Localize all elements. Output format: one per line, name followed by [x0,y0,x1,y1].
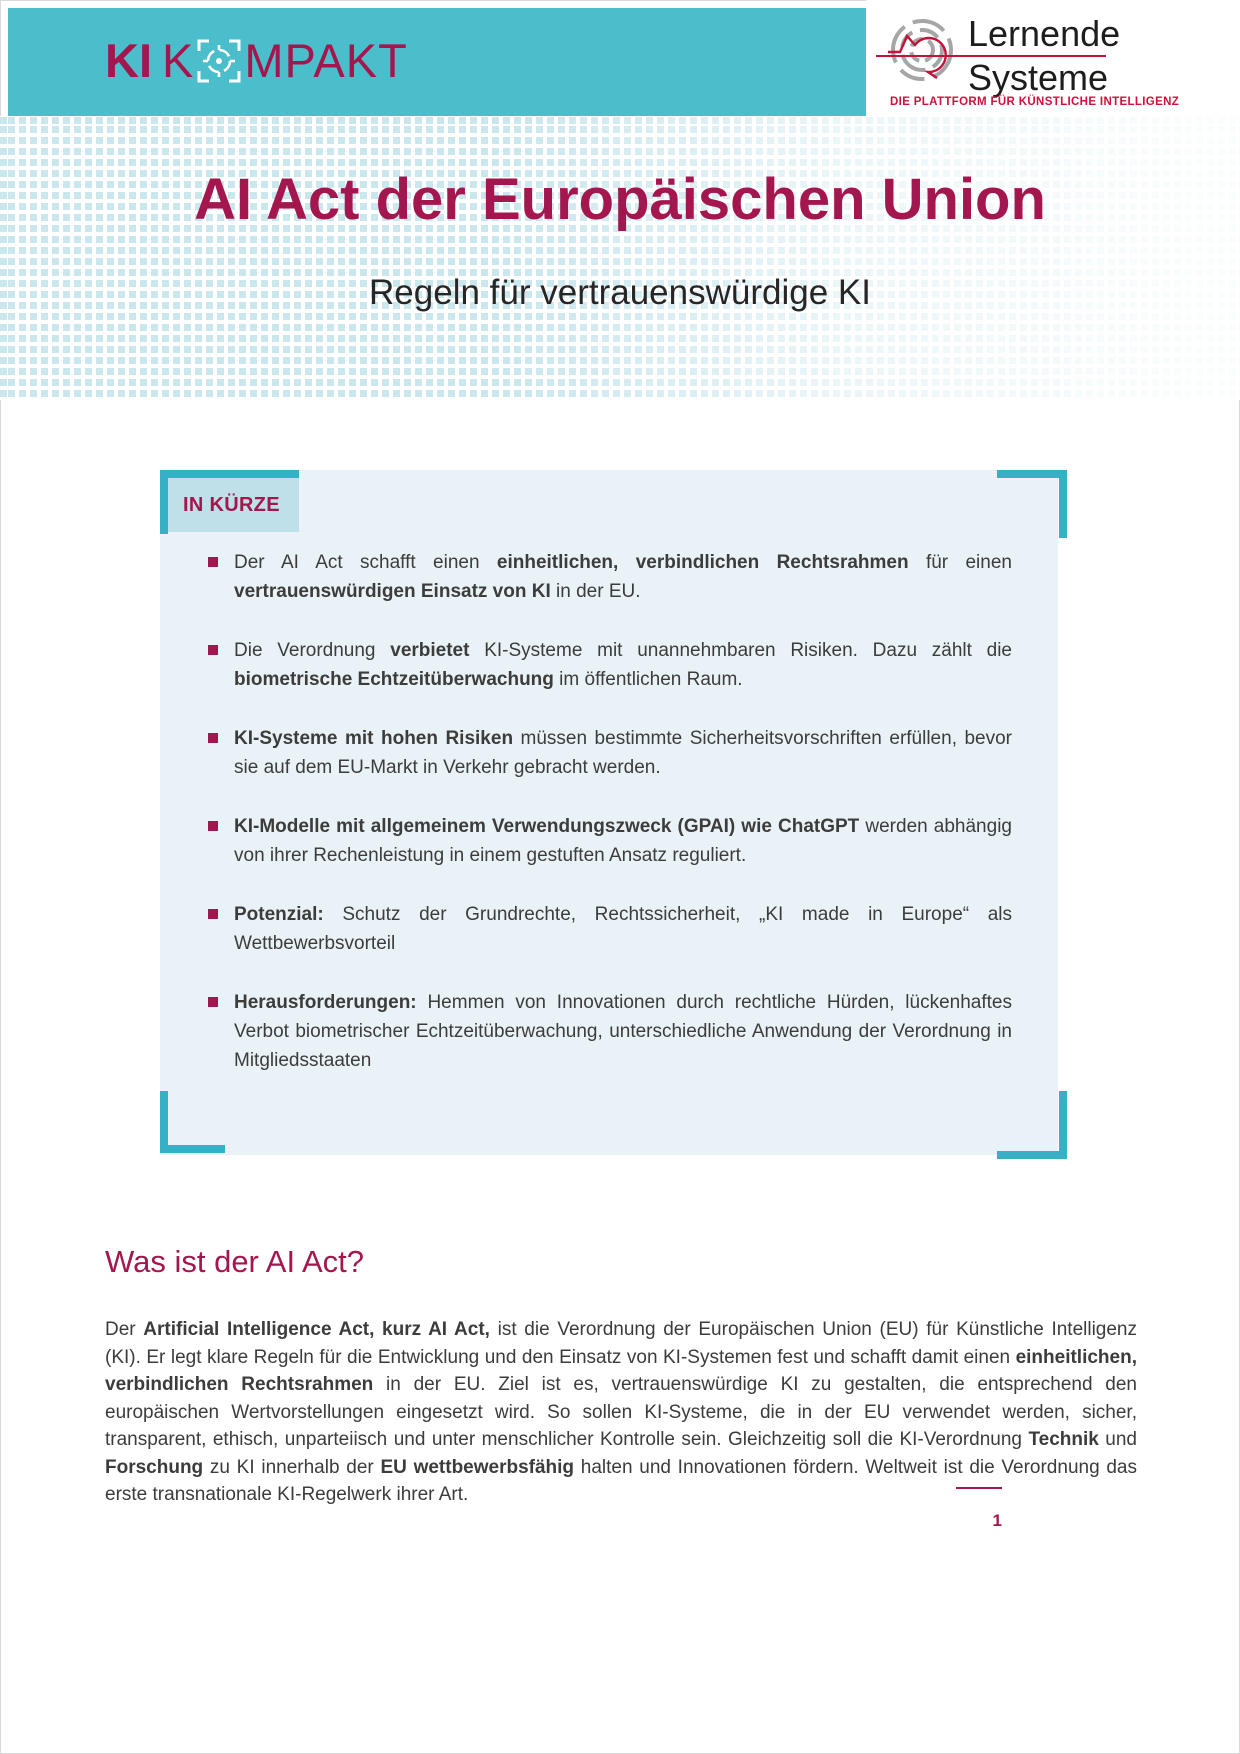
bullet-text: Herausforderungen: Hemmen von Innovationen durch rechtliche Hürden, lückenhaftes Verbot biometrischer Echtzeitüberwachung, unterschiedliche Anwendung der Verordnung in Mitgliedsstaaten [234,992,1012,1071]
brand-ki: KI [105,34,152,87]
bracket-bottom-right [997,1091,1067,1159]
bullet-text: KI-Modelle mit allgemeinem Verwendungszweck (GPAI) wie ChatGPT werden abhängig von ihrer Rechenleistung in einem gestuften Ansatz reguliert. [234,816,1012,866]
list-item [208,900,1012,958]
list-item [208,724,1012,782]
summary-box [160,470,1058,1155]
section-heading: Was ist der AI Act? [105,1244,365,1279]
page-number: 1 [992,1511,1002,1530]
partner-name-line2: Systeme [968,57,1109,98]
list-item [208,548,1012,606]
bullet-marker [208,997,218,1007]
list-item [208,988,1012,1075]
tab-label: IN KÜRZE [183,493,280,516]
list-item [208,812,1012,870]
bullet-text: Potenzial: Schutz der Grundrechte, Rechtssicherheit, „KI made in Europe“ als Wettbewerbsvorteil [234,904,1012,954]
bullet-text: Der AI Act schafft einen einheitlichen, verbindlichen Rechtsrahmen für einen vertrauenswürdigen Einsatz von KI in der EU. [234,552,1012,602]
partner-logo [866,0,1240,118]
bracket-top-left [160,470,168,534]
bullet-marker [208,821,218,831]
crosshair-icon [194,37,244,85]
brand-mpakt: MPAKT [244,34,408,87]
bullet-text: KI-Systeme mit hohen Risiken müssen bestimmte Sicherheitsvorschriften erfüllen, bevor sie auf dem EU-Markt in Verkehr gebracht werden. [234,728,1012,778]
page-title: AI Act der Europäischen Union [194,167,1046,232]
bracket-bottom-left [160,1091,225,1153]
bullet-marker [208,733,218,743]
partner-tagline: DIE PLATTFORM FÜR KÜNSTLICHE INTELLIGENZ [890,96,1180,108]
hero-dot-raster [0,116,1240,400]
page-footer [956,1487,1002,1531]
brand-logo [105,33,408,88]
bracket-top-right [997,470,1067,538]
body-paragraph: Der Artificial Intelligence Act, kurz AI Act, ist die Verordnung der Europäischen Union (EU) für Künstliche Intelligenz (KI). Er legt klare Regeln für die Entwicklung und den Einsatz von KI-Systemen fest und schafft damit einen einheitlichen, verbindlichen Rechtsrahmen in der EU. Ziel ist es, vertrauenswürdige KI zu gestalten, die entsprechend den europäischen Wertvorstellungen eingesetzt wird. So sollen KI-Systeme, die in der EU verwendet werden, sicher, transparent, ethisch, unparteiisch und unter menschlicher Kontrolle sein. Gleichzeitig soll die KI-Verordnung Technik und Forschung zu KI innerhalb der EU wettbewerbsfähig halten und Innovationen fördern. Weltweit ist die Verordnung das erste transnationale KI-Regelwerk ihrer Art. [105,1319,1138,1505]
brand-k: K [162,34,195,87]
bullet-marker [208,557,218,567]
partner-name-line1: Lernende [968,13,1121,54]
bullet-marker [208,645,218,655]
footer-rule [956,1487,1002,1489]
bullet-list [160,470,1058,1105]
bullet-text: Die Verordnung verbietet KI-Systeme mit unannehmbaren Risiken. Dazu zählt die biometrische Echtzeitüberwachung im öffentlichen Raum. [234,640,1012,690]
list-item [208,636,1012,694]
in-kuerze-tab [168,470,299,532]
bullet-marker [208,909,218,919]
page-subtitle: Regeln für vertrauenswürdige KI [369,273,871,312]
